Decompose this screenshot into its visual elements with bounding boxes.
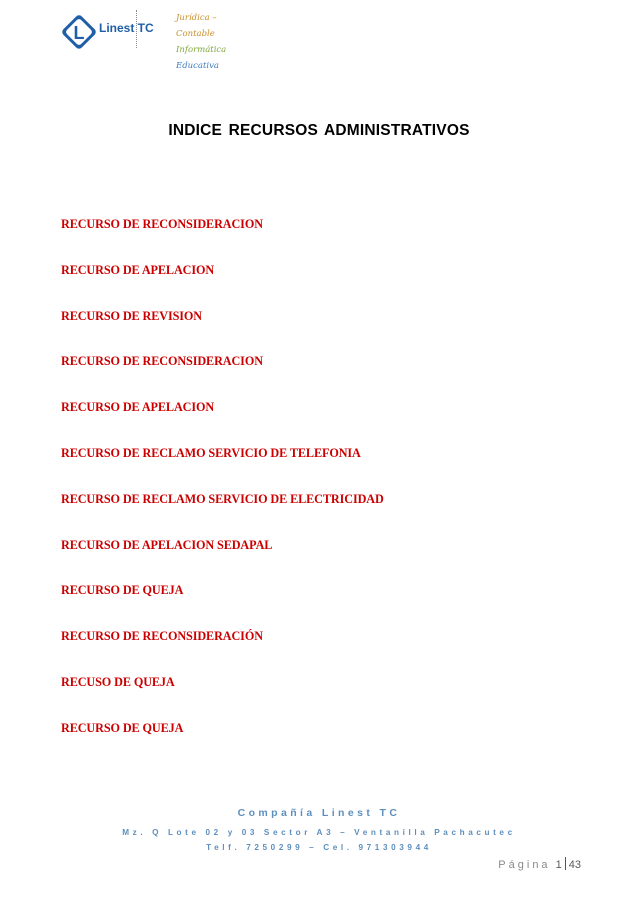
index-item-recuso-queja[interactable]: RECUSO DE QUEJA (61, 674, 175, 689)
tag-accounting: Contable (176, 29, 215, 39)
index-item-reconsideracion-2[interactable]: RECURSO DE RECONSIDERACION (61, 354, 263, 369)
index-item-apelacion-2[interactable]: RECURSO DE APELACION (61, 400, 215, 415)
page-number (498, 857, 581, 871)
page-title: INDICE RECURSOS ADMINISTRATIVOS (168, 122, 470, 139)
page-label: Página (498, 859, 551, 871)
tag-it: Informática (176, 45, 227, 55)
logo-name: Linest TC (99, 21, 154, 35)
index-item-reconsideracion[interactable]: RECURSO DE RECONSIDERACION (61, 217, 263, 231)
index-item-revision[interactable]: RECURSO DE REVISION (61, 308, 202, 323)
company-logo (55, 8, 241, 72)
logo-divider (136, 10, 137, 48)
index-item-apelacion-sedapal[interactable]: RECURSO DE APELACION SEDAPAL (61, 537, 273, 552)
logo-badge-icon (59, 12, 99, 52)
index-item-reclamo-telefonia[interactable]: RECURSO DE RECLAMO SERVICIO DE TELEFONIA (61, 445, 361, 460)
index-item-queja[interactable]: RECURSO DE QUEJA (61, 583, 184, 598)
page-separator (565, 857, 566, 870)
page-current: 1 (555, 859, 562, 871)
logo-tagline (176, 10, 226, 74)
tag-education: Educativa (176, 61, 219, 71)
tag-legal: Jurídica – (176, 13, 217, 23)
page-total: 43 (568, 859, 581, 871)
footer-address: Mz. Q Lote 02 y 03 Sector A3 – Ventanilla Pachacutec (122, 828, 516, 837)
index-item-apelacion[interactable]: RECURSO DE APELACION (61, 262, 215, 277)
logo-letter: L (73, 23, 85, 43)
index-item-queja-2[interactable]: RECURSO DE QUEJA (61, 720, 184, 735)
footer-company: Compañía Linest TC (237, 807, 401, 819)
index-item-reclamo-electricidad[interactable]: RECURSO DE RECLAMO SERVICIO DE ELECTRICIDAD (61, 491, 384, 506)
index-item-reconsideracion-3[interactable]: RECURSO DE RECONSIDERACIÓN (61, 629, 263, 644)
index-list (61, 216, 384, 766)
footer-phone: Telf. 7250299 – Cel. 971303944 (206, 843, 432, 852)
